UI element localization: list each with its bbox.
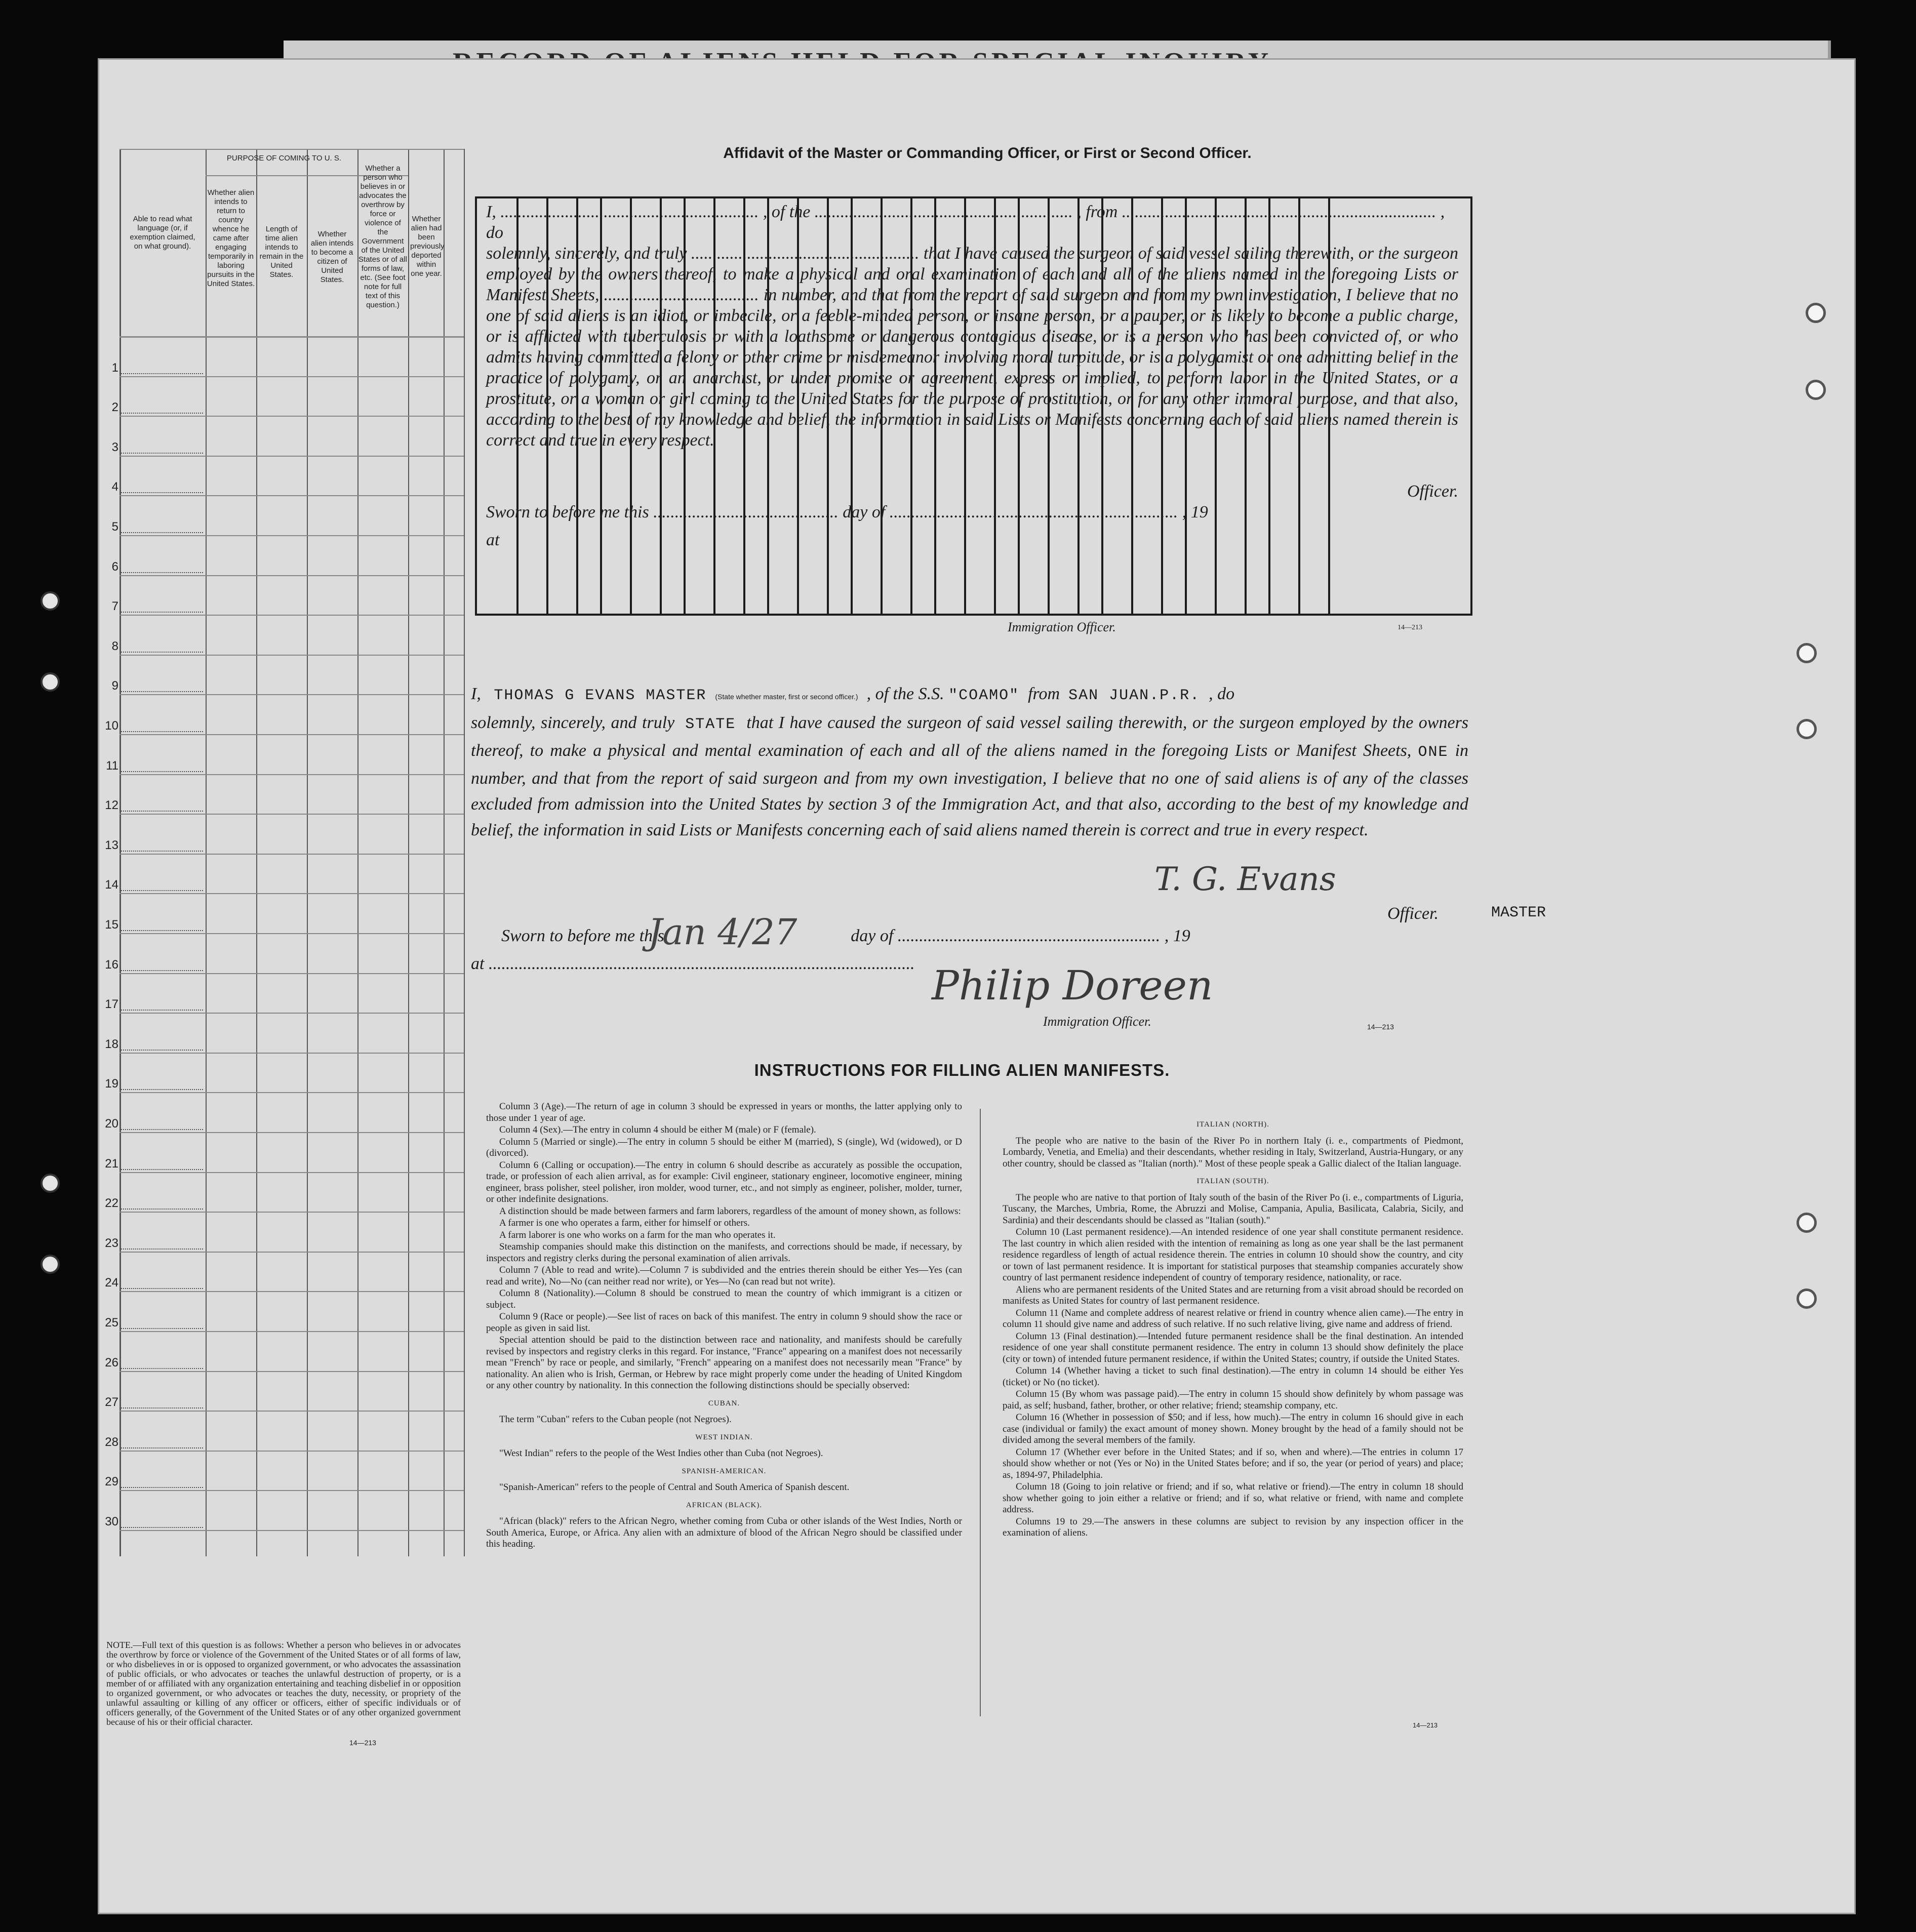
sworn-label: Sworn to before me this (501, 927, 664, 945)
italian-south-heading: ITALIAN (SOUTH). (1196, 1177, 1269, 1185)
affidavit1-title: Affidavit of the Master or Commanding Officer, or First or Second Officer. (723, 145, 1252, 162)
punch-hole-icon (1806, 380, 1826, 400)
header-read-language: Able to read what language (or, if exemption claimed, on what ground). (130, 215, 195, 251)
row-number: 17 (105, 997, 118, 1012)
table-row (119, 1490, 464, 1491)
read-language-entry (119, 413, 203, 414)
instruction-paragraph: Column 15 (By whom was passage paid).—The entry in column 15 should show definitely by whom passage was paid, as self; husband, father, brother, or other relative; friend; steamship company, etc. (1003, 1389, 1463, 1411)
instruction-paragraph: The people who are native to that portion of Italy south of the basin of the River Po (i. e., compartments of Liguria, Tuscany, the Marches, Umbria, Rome, the Abruzzi and Molise, Campania, Apulia, Basilicata, Calabria, Sicily, and Sardinia) and their descendants should be classed as "Italian (south)." (1003, 1192, 1463, 1226)
table-row (119, 575, 464, 576)
table-row (119, 1451, 464, 1452)
row-number: 22 (105, 1196, 118, 1211)
affidavit2-at: at ................................................................................................... (471, 954, 915, 973)
read-language-entry (119, 1169, 203, 1170)
alien-count: ONE (1418, 744, 1449, 761)
instruction-paragraph: Column 9 (Race or people).—See list of races on back of this manifest. The entry in column 9 should show the race or people as given in said list. (486, 1311, 962, 1334)
spanish-heading: SPANISH-AMERICAN. (682, 1467, 767, 1475)
master-note: (State whether master, first or second officer.) (715, 693, 858, 701)
table-row (119, 1053, 464, 1054)
punch-hole-icon (1797, 1213, 1817, 1233)
instructions-left-column (486, 1101, 962, 1551)
row-number: 28 (105, 1435, 118, 1449)
do-label: , do (1209, 685, 1235, 703)
affidavit2-immigration-officer: Immigration Officer. (1043, 1014, 1151, 1029)
table-row (119, 1411, 464, 1412)
table-row (119, 1530, 464, 1531)
table-row (119, 456, 464, 457)
read-language-entry (119, 1288, 203, 1289)
read-language-entry (119, 851, 203, 852)
read-language-entry (119, 453, 203, 454)
footnote: NOTE.—Full text of this question is as follows: Whether a person who believes in or advocates the overthrow by force or violence of the Government of the United States or of all forms of law, or who disbelieves in or is opposed to organized government, or who advocates the assassination of public officials, or who advocates or teaches the unlawful destruction of property, or is a member of or affiliated with any organization entertaining and teaching disbelief in or opposition to organized government, or who advocates or teaches the duty, necessity, or propriety of the unlawful assaulting or killing of any officer or officers, either of specific individuals or of officers generally, of the Government of the United States or of any other organized government because of his or their official character. (106, 1640, 461, 1727)
read-language-entry (119, 373, 203, 374)
instruction-paragraph: Special attention should be paid to the distinction between race and nationality, and manifests should be carefully revised by inspectors and registry clerks in this regard. For instance, "France" appearing on a manifest does not necessarily mean "French" by race or people, and similarly, "French" appearing on a manifest does not necessarily mean "France" by nationality. An alien who is Irish, German, or Hebrew by race might properly come under the heading of United Kingdom or any other country by nationality. In this connection the following distinctions should be specially observed: (486, 1335, 962, 1391)
instructions-title: INSTRUCTIONS FOR FILLING ALIEN MANIFESTS. (754, 1061, 1170, 1079)
table-row (119, 1291, 464, 1292)
instruction-paragraph: Column 18 (Going to join relative or friend; and if so, what relative or friend).—The entry in column 18 should show whether going to join either a relative or friend; and if so, what relative or friend, with name and complete address. (1003, 1481, 1463, 1515)
punch-hole-icon (1797, 719, 1817, 739)
table-row (119, 1132, 464, 1133)
affidavit2-officer: Officer. (1387, 904, 1439, 923)
table-row (119, 1331, 464, 1332)
read-language-entry (119, 1209, 203, 1210)
read-language-entry (119, 1407, 203, 1408)
table-row (119, 854, 464, 855)
row-number: 5 (111, 520, 118, 534)
read-language-entry (119, 1249, 203, 1250)
table-row (119, 1252, 464, 1253)
table-row (119, 1371, 464, 1372)
italian-north-heading: ITALIAN (NORTH). (1196, 1120, 1269, 1129)
row-number: 24 (105, 1276, 118, 1290)
header-deported: Whether alien had been previously deported within one year. (410, 215, 445, 278)
row-number: 30 (105, 1515, 118, 1528)
affidavit1-text (486, 202, 1458, 550)
cuban-text: The term "Cuban" refers to the Cuban people (not Negroes). (499, 1414, 732, 1425)
row-number: 13 (105, 838, 118, 852)
header-purpose: PURPOSE OF COMING TO U. S. (226, 154, 342, 163)
instruction-paragraph: Aliens who are permanent residents of the United States and are returning from a visit abroad should be recorded on manifests as United States for country of last permanent residence. (1003, 1284, 1463, 1306)
handwritten-date: Jan 4/27 (648, 911, 797, 953)
table-row (119, 893, 464, 894)
row-number: 19 (105, 1077, 118, 1091)
table-row (119, 615, 464, 616)
read-language-entry (119, 1050, 203, 1051)
table-row (119, 734, 464, 735)
row-number: 11 (106, 758, 118, 773)
affidavit1-body: solemnly, sincerely, and truly ..................................................... that I have caused the surgeon of said vessel sailing therewith, or the surgeon employed by the owners thereof, to make a physical and oral examination of each and all of the aliens named in the foregoing Lists or Manifest Sheets, .................................... in number, and that from the report of said surgeon and from my own investigation, I believe that no one of said aliens is an idiot, or imbecile, or a feeble-minded person, or insane person, or a pauper, or is likely to become a public charge, or is afflicted with tuberculosis or with a loathsome or dangerous contagious disease, or is a person who has been convicted of, or who admits having committed a felony or other crime or misdemeanor involving moral turpitude, or is a polygamist or one admitting belief in the practice of polygamy, or an anarchist, or under promise or agreement, express or implied, to perform labor in the United States, or a prostitute, or a woman or girl coming to the United States for the purpose of prostitution, or for any other immoral purpose, and that also, according to the best of my knowledge and belief, the information in said Lists or Manifests concerning each of said aliens named therein is correct and true in every respect. (486, 244, 1458, 450)
header-return: Whether alien intends to return to country whence he came after engaging temporarily in laboring pursuits in the United States. (207, 188, 255, 288)
affidavit2-code: 14—213 (1367, 1023, 1394, 1031)
row-number: 4 (111, 480, 118, 494)
officer-title: MASTER (1491, 904, 1546, 921)
row-number: 10 (105, 719, 118, 733)
master-signature: T. G. Evans (1154, 861, 1336, 898)
affidavit1-at: at (486, 531, 500, 549)
affidavit1-sworn: Sworn to before me this ........................................... day of ................................................................... , 19 (486, 503, 1208, 521)
punch-hole-icon (1797, 643, 1817, 663)
westindian-heading: WEST INDIAN. (695, 1433, 753, 1441)
instruction-paragraph: A distinction should be made between farmers and farm laborers, regardless of the amount of money shown, as follows: (499, 1205, 961, 1217)
table-row (119, 973, 464, 974)
italian-north-text: The people who are native to the basin of the River Po in northern Italy (i. e., compartments of Piedmont, Lombardy, Venetia, and Emelia) and their descendants, whether residing in Italy, Switzerland, Austria-Hungary, or any other country, should be classed as "Italian (north)." Most of these people speak a Gallic dialect of the Italian language. (1003, 1135, 1463, 1169)
read-language-entry (119, 1368, 203, 1369)
read-language-entry (119, 1527, 203, 1528)
punch-hole-icon (41, 1174, 60, 1193)
instruction-paragraph: Column 4 (Sex).—The entry in column 4 should be either M (male) or F (female). (499, 1124, 816, 1135)
row-number: 2 (111, 400, 118, 415)
instruction-paragraph: Column 8 (Nationality).—Column 8 should be construed to mean the country of which immigrant is a citizen or subject. (486, 1288, 962, 1310)
affidavit1-immigration-officer: Immigration Officer. (1008, 620, 1116, 634)
master-name: THOMAS G EVANS MASTER (494, 687, 707, 704)
instruction-paragraph: Column 13 (Final destination).—Intended future permanent residence shall be the final destination. An intended residence of one year shall constitute permanent residence. The entry in column 13 should show definitely the place (city or town) of intended future permanent residence, if within the United States; country, if outside the United States. (1003, 1331, 1463, 1364)
table-row (119, 933, 464, 934)
affidavit1-line1: I, ............................................................ , of the ............................................................ , from ......................................................................... , do (486, 203, 1445, 242)
read-language-entry (119, 1089, 203, 1090)
row-number: 3 (111, 440, 118, 454)
read-language-entry (119, 691, 203, 692)
table-row (119, 774, 464, 775)
state-value: STATE (685, 716, 736, 733)
row-number: 23 (105, 1236, 118, 1250)
westindian-text: "West Indian" refers to the people of the West Indies other than Cuba (not Negroes). (499, 1448, 823, 1459)
read-language-entry (119, 930, 203, 931)
affidavit2-sworn (501, 927, 1190, 946)
instruction-paragraph: Column 6 (Calling or occupation).—The entry in column 6 should describe as accurately as possible the occupation, trade, or profession of each alien arrival, as for example: Civil engineer, stationary engineer, locomotive engineer, mining engineer, brass polisher, steel polisher, iron molder, wood turner, etc., and not simply as engineer, polisher, molder, turner, or other indefinite designations. (486, 1159, 962, 1204)
left-question-grid (119, 149, 464, 1556)
table-row (119, 376, 464, 377)
read-language-entry (119, 652, 203, 653)
read-language-entry (119, 1328, 203, 1329)
row-number: 16 (105, 957, 118, 972)
row-number: 6 (111, 559, 118, 574)
row-number: 14 (105, 878, 118, 892)
table-row (119, 495, 464, 496)
affidavit1-code: 14—213 (1398, 624, 1422, 631)
read-language-entry (119, 890, 203, 891)
instruction-paragraph: Column 10 (Last permanent residence).—An intended residence of one year shall constitute permanent residence. The last country in which alien resided with the intention of remaining as long as one year shall be the last permanent residence regardless of length of actual residence therein. The entries in column 10 should show the country, and city or town of last permanent residence. It is important for statistical purposes that steamship companies accurately show country of last permanent residence independent of country of temporary residence, nationality, or race. (1003, 1227, 1463, 1283)
row-number: 27 (105, 1395, 118, 1410)
table-row (119, 1092, 464, 1093)
punch-hole-icon (1797, 1289, 1817, 1309)
read-language-entry (119, 532, 203, 533)
table-row (119, 535, 464, 536)
row-number: 12 (105, 798, 118, 813)
instruction-paragraph: Column 5 (Married or single).—The entry in column 5 should be either M (married), S (single), Wd (widowed), or D (divorced). (486, 1136, 962, 1158)
punch-hole-icon (41, 591, 60, 611)
instructions-right-column (1003, 1119, 1463, 1540)
instruction-paragraph: Steamship companies should make this distinction on the manifests, and corrections should be made, if necessary, by inspectors and registry clerks during the personal examination of alien arrivals. (486, 1241, 962, 1264)
header-length-stay: Length of time alien intends to remain in the United States. (259, 225, 304, 279)
from-label: from (1028, 685, 1060, 703)
instruction-paragraph: Column 3 (Age).—The return of age in column 3 should be expressed in years or months, the latter applying only to those under 1 year of age. (486, 1101, 962, 1123)
footnote-code: 14—213 (349, 1739, 376, 1747)
read-language-entry (119, 492, 203, 493)
spanish-text: "Spanish-American" refers to the people of Central and South America of Spanish descent. (499, 1482, 850, 1493)
instruction-paragraph: Column 14 (Whether having a ticket to such final destination).—The entry in column 14 should be either Yes (ticket) or No (no ticket). (1003, 1365, 1463, 1388)
punch-hole-icon (41, 672, 60, 692)
header-citizen: Whether alien intends to become a citizen of United States. (310, 230, 354, 284)
instructions-code: 14—213 (1413, 1721, 1438, 1729)
instruction-paragraph: A farmer is one who operates a farm, either for himself or others. (499, 1218, 750, 1228)
read-language-entry (119, 1129, 203, 1130)
header-anarchist: Whether a person who believes in or advocates the overthrow by force or violence of the Government of the United States or of all forms of law, etc. (See foot note for full text of this question.) (358, 164, 407, 309)
african-heading: AFRICAN (BLACK). (686, 1501, 763, 1509)
table-row (119, 694, 464, 695)
row-number: 20 (105, 1117, 118, 1131)
read-language-entry (119, 731, 203, 732)
row-number: 25 (105, 1316, 118, 1330)
instruction-paragraph: A farm laborer is one who works on a farm for the man who operates it. (499, 1229, 776, 1240)
read-language-entry (119, 970, 203, 971)
instruction-paragraph: Column 17 (Whether ever before in the United States; and if so, when and where).—The entries in column 17 should show whether or not (Yes or No) in the United States before; and if so, the year (or period of years) and place; as, 1894-97, Philadelphia. (1003, 1446, 1463, 1480)
read-language-entry (119, 572, 203, 573)
african-text: "African (black)" refers to the African Negro, whether coming from Cuba or other islands of the West Indies, North or South America, Europe, or Africa. Any alien with an admixture of blood of the African Negro should be classified under this heading. (486, 1516, 962, 1549)
read-language-entry (119, 771, 203, 772)
row-number: 7 (111, 599, 118, 614)
row-number: 1 (111, 360, 118, 375)
day-of-label: day of ............................................................. , 19 (851, 927, 1190, 945)
row-number: 9 (111, 679, 118, 693)
column-divider (980, 1109, 981, 1716)
table-row (119, 655, 464, 656)
row-number: 29 (105, 1475, 118, 1489)
instruction-paragraph: Column 7 (Able to read and write).—Column 7 is subdivided and the entries therein should be either Yes—Yes (can read and write), No—No (can neither read nor write), or Yes—No (can read but not write). (486, 1265, 962, 1287)
row-number: 15 (105, 918, 118, 932)
read-language-entry (119, 612, 203, 613)
affidavit2-body1: that I have caused the surgeon of said vessel sailing therewith, or the surgeon employed by the owners thereof, to make a physical and mental examination of each and all of the aliens named in the foregoing Lists or Manifest Sheets, (471, 713, 1469, 760)
affidavit2-i: I, (471, 685, 481, 703)
table-row (119, 416, 464, 417)
of-the-label: , of the S.S. (866, 685, 944, 703)
read-language-entry (119, 1010, 203, 1011)
read-language-entry (119, 1447, 203, 1448)
row-number: 18 (105, 1037, 118, 1051)
read-language-entry (119, 1487, 203, 1488)
ship-name: "COAMO" (948, 687, 1020, 704)
instruction-paragraph: Column 11 (Name and complete address of nearest relative or friend in country whence alien came).—The entry in column 11 should give name and address of such relative. If no such relative living, give name and address of friend. (1003, 1307, 1463, 1330)
immigration-officer-signature: Philip Doreen (932, 962, 1213, 1009)
row-number: 8 (111, 639, 118, 653)
instruction-paragraph: Columns 19 to 29.—The answers in these columns are subject to revision by any inspection officer in the examination of aliens. (1003, 1516, 1463, 1538)
solemnly-label: solemnly, sincerely, and truly (471, 713, 675, 732)
row-number: 26 (105, 1355, 118, 1370)
instruction-paragraph: Column 16 (Whether in possession of $50; and if less, how much).—The entry in column 16 should give in each case (individual or family) the exact amount of money shown. Money brought by the head of a family should not be divided among the several members of the family. (1003, 1412, 1463, 1445)
affidavit2-text (471, 681, 1468, 843)
table-row (119, 1172, 464, 1173)
table-row (119, 1013, 464, 1014)
table-row (119, 814, 464, 815)
affidavit1-officer: Officer. (1407, 482, 1458, 501)
cuban-heading: CUBAN. (708, 1399, 740, 1407)
punch-hole-icon (41, 1255, 60, 1274)
read-language-entry (119, 811, 203, 812)
affidavit2-body2: in number, and that from the report of said surgeon and from my own investigation, I believe that no one of said aliens is of any of the classes excluded from admission into the United States by section 3 of the Immigration Act, and that also, according to the best of my knowledge and belief, the information in said Lists or Manifests concerning each of said aliens named therein is correct and true in every respect. (471, 741, 1469, 839)
row-number: 21 (105, 1156, 118, 1171)
punch-hole-icon (1806, 303, 1826, 323)
departure-port: SAN JUAN.P.R. (1068, 687, 1201, 704)
table-row (119, 1212, 464, 1213)
